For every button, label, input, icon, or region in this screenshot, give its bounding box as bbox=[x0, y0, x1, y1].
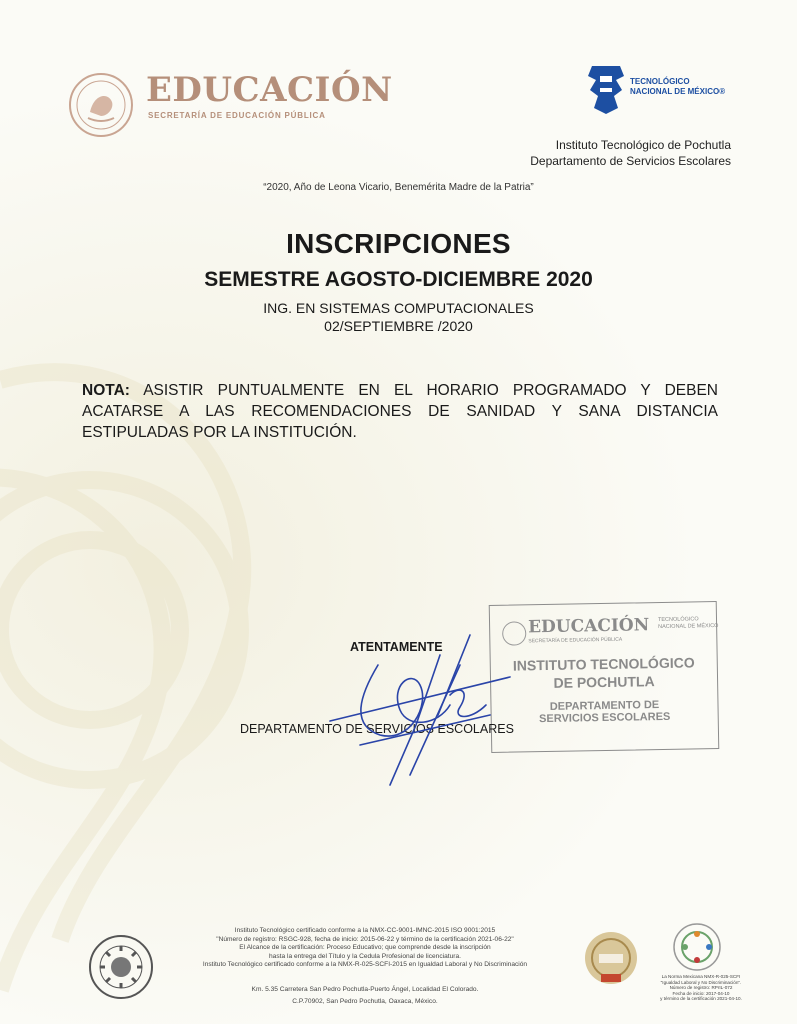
stamp-line-4: SERVICIOS ESCOLARES bbox=[539, 710, 671, 726]
igualdad-laboral-seal-icon bbox=[672, 922, 722, 972]
stamp-line-1: INSTITUTO TECNOLÓGICO bbox=[512, 654, 695, 674]
year-motto: “2020, Año de Leona Vicario, Benemérita Madre de la Patria” bbox=[263, 182, 534, 193]
mexican-coat-of-arms-icon bbox=[68, 72, 134, 138]
nmx-line: La Norma Mexicana NMX-R-025-SCFI bbox=[661, 974, 741, 979]
tecnm-logo-icon bbox=[586, 62, 626, 118]
tecnm-wordmark bbox=[630, 77, 725, 97]
tecnm-line-2: NACIONAL DE MÉXICO® bbox=[630, 87, 726, 96]
official-stamp bbox=[489, 601, 720, 753]
semester-heading: SEMESTRE AGOSTO-DICIEMBRE 2020 bbox=[204, 268, 593, 291]
instituto-tecnologico-pochutla-seal-icon bbox=[88, 934, 154, 1000]
career-name: ING. EN SISTEMAS COMPUTACIONALES bbox=[263, 300, 534, 316]
nmx-certification-text bbox=[646, 974, 756, 1002]
note-paragraph bbox=[82, 380, 718, 443]
address-line: C.P.70902, San Pedro Pochutla, Oaxaca, México. bbox=[292, 998, 438, 1005]
stamp-line-3: DEPARTAMENTO DE bbox=[549, 699, 660, 713]
stamp-line-2: DE POCHUTLA bbox=[553, 673, 655, 691]
cert-line: hasta la entrega del Título y la Cedula Profesional de licenciatura. bbox=[269, 952, 461, 960]
nmx-line: y término de la certificación 2021-04-10. bbox=[660, 996, 742, 1002]
page-title: INSCRIPCIONES bbox=[286, 228, 511, 259]
handwritten-signature bbox=[320, 625, 520, 795]
stamp-tecnm-line-2: NACIONAL DE MÉXICO bbox=[658, 622, 719, 631]
stamp-tecnm-line-1: TECNOLÓGICO bbox=[657, 616, 699, 624]
stamp-education: EDUCACIÓN bbox=[527, 615, 650, 638]
cert-line: Instituto Tecnológico certificado conforme a la NMX-R-025-SCFI-2015 en Igualdad Laboral y No Discriminación bbox=[202, 961, 528, 969]
address-text bbox=[150, 984, 580, 1008]
nmx-line: Fecha de inicio: 2017-04-10 bbox=[672, 990, 730, 996]
signature-department: DEPARTAMENTO DE SERVICIOS ESCOLARES bbox=[240, 722, 514, 736]
note-text: ASISTIR PUNTUALMENTE EN EL HORARIO PROGRAMADO Y DEBEN ACATARSE A LAS RECOMENDACIONES DE SANIDAD Y SANA DISTANCIA ESTIPULADAS POR LA INSTITUCIÓN. bbox=[82, 382, 718, 441]
nmx-line: Número de registro: RPrIL-072 bbox=[669, 985, 733, 991]
closing-atentamente: ATENTAMENTE bbox=[350, 640, 443, 654]
stamp-education-sub: SECRETARÍA DE EDUCACIÓN PÚBLICA bbox=[528, 636, 623, 645]
cert-line: "Número de registro: RSGC-928, fecha de inicio: 2015-06-22 y término de la certificación 2021-06-22" bbox=[216, 935, 514, 943]
stamp-tecnm bbox=[658, 616, 719, 631]
nmx-line: "Igualdad Laboral y No Discriminación". bbox=[660, 979, 742, 985]
note-label: NOTA: bbox=[82, 382, 130, 399]
sep-subtitle: SECRETARÍA DE EDUCACIÓN PÚBLICA bbox=[148, 111, 326, 120]
cert-line: El Alcance de la certificación: Proceso Educativo; que comprende desde la inscripción bbox=[239, 944, 491, 952]
institution-block bbox=[530, 137, 731, 169]
certification-text bbox=[150, 927, 580, 970]
tecnm-line-1: TECNOLÓGICO bbox=[630, 77, 690, 86]
ims-certification-seal-icon bbox=[583, 930, 639, 986]
address-line: Km. 5.35 Carretera San Pedro Pochutla-Puerto Ángel, Localidad El Colorado. bbox=[251, 986, 479, 993]
cert-line: Instituto Tecnológico certificado conforme a la NMX-CC-9001-IMNC-2015 ISO 9001:2015 bbox=[234, 927, 496, 934]
document-date: 02/SEPTIEMBRE /2020 bbox=[324, 318, 473, 334]
sep-title: EDUCACIÓN bbox=[146, 70, 393, 110]
institute-name: Instituto Tecnológico de Pochutla bbox=[555, 138, 731, 152]
department-name: Departamento de Servicios Escolares bbox=[530, 154, 731, 168]
